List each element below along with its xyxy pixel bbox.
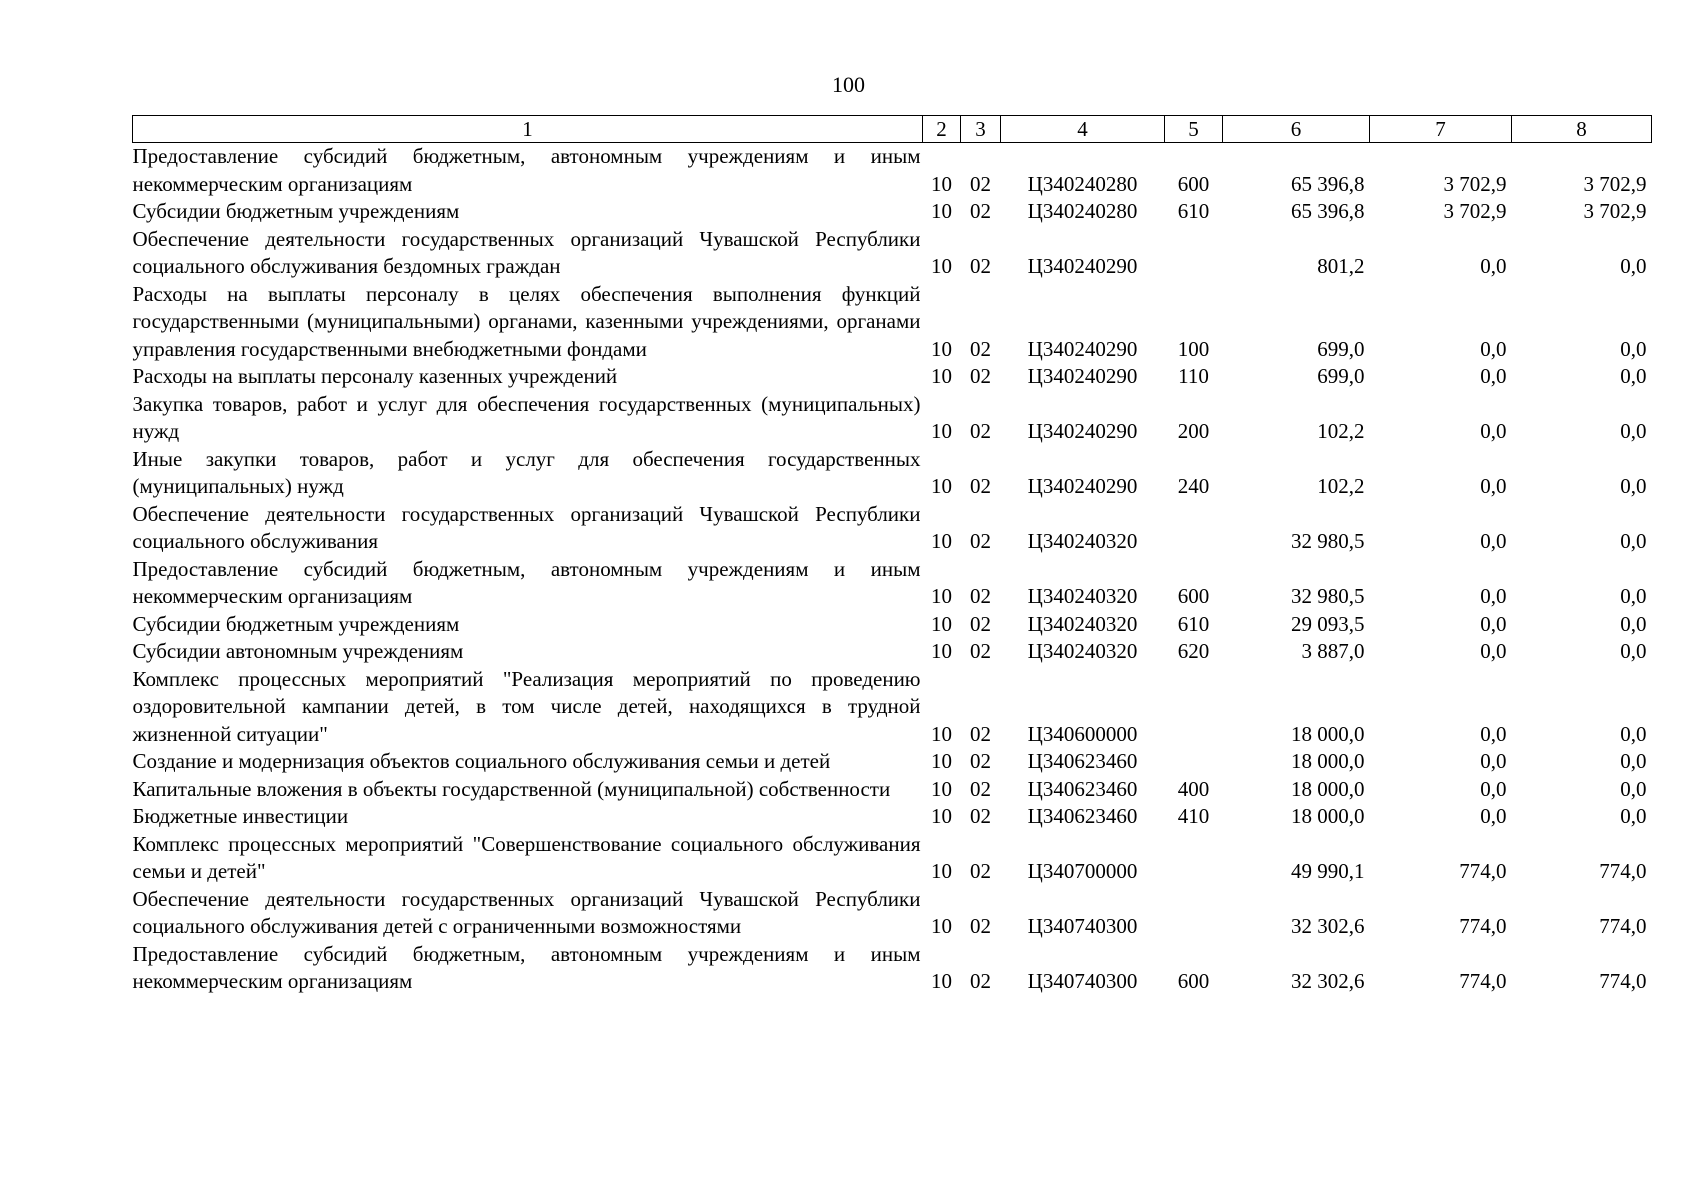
amount-col7: 0,0: [1480, 254, 1507, 278]
column-header: 4: [1001, 116, 1165, 143]
target-item-code: Ц340240320: [1027, 584, 1138, 608]
subsection-code: 02: [970, 529, 991, 553]
subsection-code: 02: [970, 611, 991, 636]
target-item-code: Ц340240290: [1027, 364, 1138, 388]
subsection-code: 02: [970, 364, 991, 388]
budget-table: [132, 115, 1652, 996]
amount-col8: 0,0: [1620, 364, 1647, 388]
section-code: 10: [931, 336, 952, 361]
row-description: Расходы на выплаты персоналу в целях обеспечения выполнения функций государственными (муниципальными) органами, казенными учреждениями, органами управления государственными внебюджетными фондами: [132, 281, 921, 361]
table-row: [133, 556, 1652, 611]
amount-col6: 32 980,5: [1291, 584, 1365, 608]
section-code: 10: [931, 199, 952, 223]
amount-col6: 32 302,6: [1291, 969, 1365, 993]
subsection-code: 02: [970, 721, 991, 746]
expense-type-code: 620: [1177, 639, 1210, 663]
section-code: 10: [931, 721, 952, 746]
target-item-code: Ц340240290: [1027, 474, 1138, 498]
target-item-code: Ц340623460: [1027, 749, 1138, 773]
row-description: Обеспечение деятельности государственных организаций Чувашской Республики социального обслуживания бездомных граждан: [132, 226, 921, 278]
amount-col8: 0,0: [1620, 336, 1647, 361]
amount-col8: 0,0: [1620, 419, 1647, 443]
amount-col8: 774,0: [1599, 859, 1647, 883]
column-header: 3: [961, 116, 1001, 143]
expense-type-code: [1165, 666, 1223, 749]
amount-col8: 0,0: [1620, 749, 1647, 773]
amount-col8: 0,0: [1620, 254, 1647, 278]
row-description: Обеспечение деятельности государственных организаций Чувашской Республики социального обслуживания детей с ограниченными возможностями: [132, 886, 921, 938]
amount-col6: 18 000,0: [1291, 804, 1365, 828]
amount-col7: 0,0: [1480, 336, 1507, 361]
row-description: Субсидии автономным учреждениям: [132, 639, 464, 663]
row-description: Комплекс процессных мероприятий "Реализация мероприятий по проведению оздоровительной кампании детей, в том числе детей, находящихся в трудной жизненной ситуации": [132, 666, 921, 746]
amount-col6: 65 396,8: [1291, 199, 1365, 223]
subsection-code: 02: [970, 639, 991, 663]
amount-col7: 0,0: [1480, 584, 1507, 608]
amount-col7: 0,0: [1480, 529, 1507, 553]
page-number: 100: [832, 72, 865, 97]
expense-type-code: 600: [1177, 969, 1210, 993]
amount-col8: 774,0: [1599, 914, 1647, 938]
row-description: Расходы на выплаты персоналу казенных учреждений: [132, 364, 618, 388]
table-row: [133, 391, 1652, 446]
target-item-code: Ц340600000: [1027, 721, 1138, 746]
amount-col8: 0,0: [1620, 804, 1647, 828]
table-row: [133, 501, 1652, 556]
expense-type-code: 610: [1177, 611, 1210, 636]
amount-col7: 774,0: [1459, 859, 1507, 883]
amount-col7: 774,0: [1459, 969, 1507, 993]
subsection-code: 02: [970, 474, 991, 498]
expense-type-code: 410: [1177, 804, 1210, 828]
row-description: Создание и модернизация объектов социального обслуживания семьи и детей: [132, 749, 831, 773]
amount-col7: 3 702,9: [1443, 199, 1507, 223]
amount-col7: 0,0: [1480, 749, 1507, 773]
subsection-code: 02: [970, 749, 991, 773]
expense-type-code: 110: [1178, 364, 1209, 388]
table-row: [133, 446, 1652, 501]
row-description: Закупка товаров, работ и услуг для обеспечения государственных (муниципальных) нужд: [132, 391, 921, 443]
amount-col6: 49 990,1: [1291, 859, 1365, 883]
amount-col8: 0,0: [1620, 584, 1647, 608]
amount-col7: 0,0: [1480, 419, 1507, 443]
amount-col6: 3 887,0: [1301, 639, 1365, 663]
table-row: [133, 198, 1652, 226]
amount-col6: 32 980,5: [1291, 529, 1365, 553]
target-item-code: Ц340740300: [1027, 969, 1138, 993]
amount-col6: 32 302,6: [1291, 914, 1365, 938]
amount-col7: 0,0: [1480, 776, 1507, 801]
expense-type-code: 610: [1177, 199, 1210, 223]
amount-col7: 3 702,9: [1443, 171, 1507, 196]
target-item-code: Ц340240290: [1027, 419, 1138, 443]
section-code: 10: [931, 776, 952, 801]
target-item-code: Ц340623460: [1027, 804, 1138, 828]
subsection-code: 02: [970, 859, 991, 883]
table-row: [133, 803, 1652, 831]
subsection-code: 02: [970, 804, 991, 828]
amount-col8: 0,0: [1620, 529, 1647, 553]
subsection-code: 02: [970, 914, 991, 938]
amount-col6: 18 000,0: [1291, 776, 1365, 801]
amount-col6: 65 396,8: [1291, 171, 1365, 196]
amount-col8: 3 702,9: [1583, 171, 1647, 196]
section-code: 10: [931, 749, 952, 773]
section-code: 10: [931, 171, 952, 196]
table-row: [133, 143, 1652, 199]
row-description: Обеспечение деятельности государственных организаций Чувашской Республики социального обслуживания: [132, 501, 921, 553]
amount-col8: 0,0: [1620, 776, 1647, 801]
row-description: Предоставление субсидий бюджетным, автономным учреждениям и иным некоммерческим организациям: [132, 144, 921, 196]
amount-col7: 0,0: [1480, 639, 1507, 663]
expense-type-code: 400: [1177, 776, 1210, 801]
section-code: 10: [931, 804, 952, 828]
amount-col8: 774,0: [1599, 969, 1647, 993]
row-description: Субсидии бюджетным учреждениям: [132, 611, 460, 636]
subsection-code: 02: [970, 199, 991, 223]
amount-col6: 699,0: [1317, 364, 1365, 388]
table-row: [133, 886, 1652, 941]
amount-col7: 0,0: [1480, 804, 1507, 828]
amount-col6: 699,0: [1317, 336, 1365, 361]
subsection-code: 02: [970, 336, 991, 361]
amount-col7: 0,0: [1480, 364, 1507, 388]
row-description: Бюджетные инвестиции: [132, 804, 349, 828]
subsection-code: 02: [970, 171, 991, 196]
target-item-code: Ц340240320: [1027, 639, 1138, 663]
table-row: [133, 363, 1652, 391]
amount-col6: 18 000,0: [1291, 721, 1365, 746]
target-item-code: Ц340240320: [1027, 529, 1138, 553]
subsection-code: 02: [970, 584, 991, 608]
section-code: 10: [931, 969, 952, 993]
amount-col7: 0,0: [1480, 721, 1507, 746]
table-row: [133, 281, 1652, 364]
target-item-code: Ц340240280: [1027, 171, 1138, 196]
subsection-code: 02: [970, 776, 991, 801]
column-header: 6: [1223, 116, 1370, 143]
target-item-code: Ц340240290: [1027, 254, 1138, 278]
amount-col7: 0,0: [1480, 474, 1507, 498]
table-row: [133, 666, 1652, 749]
target-item-code: Ц340240320: [1027, 611, 1138, 636]
table-row: [133, 831, 1652, 886]
amount-col6: 102,2: [1317, 419, 1365, 443]
row-description: Предоставление субсидий бюджетным, автономным учреждениям и иным некоммерческим организациям: [132, 556, 921, 608]
table-row: [133, 226, 1652, 281]
amount-col6: 18 000,0: [1291, 749, 1365, 773]
amount-col6: 801,2: [1317, 254, 1365, 278]
section-code: 10: [931, 529, 952, 553]
table-row: [133, 748, 1652, 776]
subsection-code: 02: [970, 254, 991, 278]
table-row: [133, 941, 1652, 996]
table-header: [133, 116, 1652, 143]
section-code: 10: [931, 914, 952, 938]
section-code: 10: [931, 584, 952, 608]
amount-col6: 29 093,5: [1291, 611, 1365, 636]
amount-col8: 0,0: [1620, 474, 1647, 498]
expense-type-code: 200: [1177, 419, 1210, 443]
row-description: Иные закупки товаров, работ и услуг для обеспечения государственных (муниципальных) нужд: [132, 446, 921, 498]
expense-type-code: [1165, 831, 1223, 886]
amount-col8: 0,0: [1620, 611, 1647, 636]
expense-type-code: [1165, 886, 1223, 941]
subsection-code: 02: [970, 419, 991, 443]
expense-type-code: [1165, 226, 1223, 281]
amount-col7: 774,0: [1459, 914, 1507, 938]
expense-type-code: 600: [1177, 171, 1210, 196]
amount-col8: 0,0: [1620, 639, 1647, 663]
section-code: 10: [931, 474, 952, 498]
subsection-code: 02: [970, 969, 991, 993]
row-description: Субсидии бюджетным учреждениям: [132, 199, 460, 223]
section-code: 10: [931, 639, 952, 663]
expense-type-code: 100: [1177, 336, 1210, 361]
column-header: 2: [923, 116, 961, 143]
expense-type-code: [1165, 501, 1223, 556]
target-item-code: Ц340623460: [1027, 776, 1138, 801]
table-row: [133, 638, 1652, 666]
section-code: 10: [931, 419, 952, 443]
column-header: 7: [1370, 116, 1512, 143]
amount-col6: 102,2: [1317, 474, 1365, 498]
amount-col7: 0,0: [1480, 611, 1507, 636]
target-item-code: Ц340700000: [1027, 859, 1138, 883]
table-row: [133, 776, 1652, 804]
column-header: 1: [133, 116, 923, 143]
column-header: 5: [1165, 116, 1223, 143]
target-item-code: Ц340240290: [1027, 336, 1138, 361]
row-description: Предоставление субсидий бюджетным, автономным учреждениям и иным некоммерческим организациям: [132, 941, 921, 993]
row-description: Капитальные вложения в объекты государственной (муниципальной) собственности: [132, 776, 891, 801]
target-item-code: Ц340240280: [1027, 199, 1138, 223]
section-code: 10: [931, 254, 952, 278]
section-code: 10: [931, 364, 952, 388]
target-item-code: Ц340740300: [1027, 914, 1138, 938]
column-header: 8: [1512, 116, 1652, 143]
section-code: 10: [931, 859, 952, 883]
table-row: [133, 611, 1652, 639]
expense-type-code: [1165, 748, 1223, 776]
table-body: [133, 143, 1652, 996]
amount-col8: 3 702,9: [1583, 199, 1647, 223]
row-description: Комплекс процессных мероприятий "Совершенствование социального обслуживания семьи и детей": [132, 831, 921, 883]
expense-type-code: 600: [1177, 584, 1210, 608]
header-row: [133, 116, 1652, 143]
amount-col8: 0,0: [1620, 721, 1647, 746]
expense-type-code: 240: [1177, 474, 1210, 498]
section-code: 10: [931, 611, 952, 636]
